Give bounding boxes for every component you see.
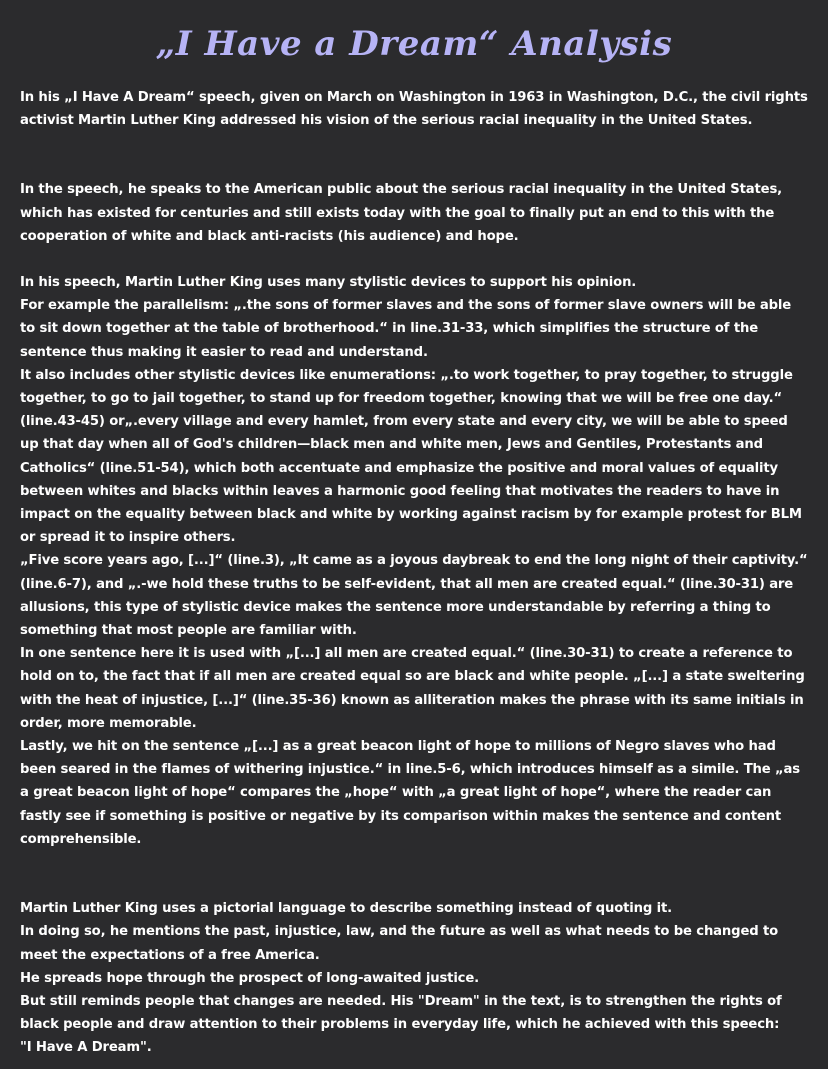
paragraph-pictorial-language: Martin Luther King uses a pictorial language to describe something instead of quoting it.: [20, 901, 672, 917]
paragraph-enumerations: It also includes other stylistic devices like enumerations: „.to work together, to pray together, to struggle together, to go to jail together, to stand up for freedom together, knowing that we will be free one day.“ (line.43-45) or„.every village and every hamlet, from every state and every city, we will be able to speed up that day when all of God's children—black men and white men, Jews and Gentiles, Protestants and Catholics“ (line.51-54), which both accentuate and emphasize the positive and moral values of equality between whites and blacks within leaves a harmonic good feeling that motivates the readers to have in impact on the equality between black and white by working against racism by for example protest for BLM or spread it to inspire others.: [20, 367, 802, 546]
paragraph-closing-quote: "I Have A Dream".: [20, 1040, 152, 1056]
paragraph-intro: In his „I Have A Dream“ speech, given on March on Washington in 1963 in Washington, D.C., the civil rights activist Martin Luther King addressed his vision of the serious racial inequality in the United States.: [20, 90, 808, 129]
paragraph-parallelism: For example the parallelism: „.the sons of former slaves and the sons of former slave owners will be able to sit down together at the table of brotherhood.“ in line.31-33, which simplifies the structure of the sentence thus making it easier to read and understand.: [20, 298, 792, 360]
paragraph-spacer: [20, 248, 808, 271]
paragraph-spacer: [20, 851, 808, 897]
paragraph-dream: But still reminds people that changes are needed. His "Dream" in the text, is to strengthen the rights of black people and draw attention to their problems in everyday life, which he achieved with this speech:: [20, 993, 782, 1033]
paragraph-past-and-future: In doing so, he mentions the past, injustice, law, and the future as well as what needs to be changed to meet the expectations of a free America.: [20, 924, 779, 963]
paragraph-simile: Lastly, we hit on the sentence „[...] as a great beacon light of hope to millions of Negro slaves who had been seared in the flames of withering injustice.“ in line.5-6, which introduces himself as a simile. The „as a great beacon light of hope“ compares the „hope“ with „a great light of hope“, where the reader can fastly see if something is positive or negative by its comparison within makes the sentence and content comprehensible.: [20, 739, 800, 847]
document-body: [20, 86, 808, 1060]
paragraph-speech-summary: In the speech, he speaks to the American public about the serious racial inequality in the United States, which has existed for centuries and still exists today with the goal to finally put an end to this with the cooperation of white and black anti-racists (his audience) and hope.: [20, 182, 783, 244]
page-title: „I Have a Dream“ Analysis: [155, 24, 673, 64]
paragraph-spacer: [20, 132, 808, 178]
paragraph-alliteration: In one sentence here it is used with „[...] all men are created equal.“ (line.30-31) to create a reference to hold on to, the fact that if all men are created equal so are black and white people. „[...] a state sweltering with the heat of injustice, [...]“ (line.35-36) known as alliteration makes the phrase with its same initials in order, more memorable.: [20, 646, 805, 731]
paragraph-stylistic-intro: In his speech, Martin Luther King uses many stylistic devices to support his opinion.: [20, 275, 637, 291]
paragraph-allusions: „Five score years ago, [...]“ (line.3), „It came as a joyous daybreak to end the long night of their captivity.“ (line.6-7), and „.-we hold these truths to be self-evident, that all men are created equal.“ (line.30-31) are allusions, this type of stylistic device makes the sentence more understandable by referring a thing to something that most people are familiar with.: [20, 553, 808, 639]
paragraph-hope: He spreads hope through the prospect of long-awaited justice.: [20, 970, 480, 986]
